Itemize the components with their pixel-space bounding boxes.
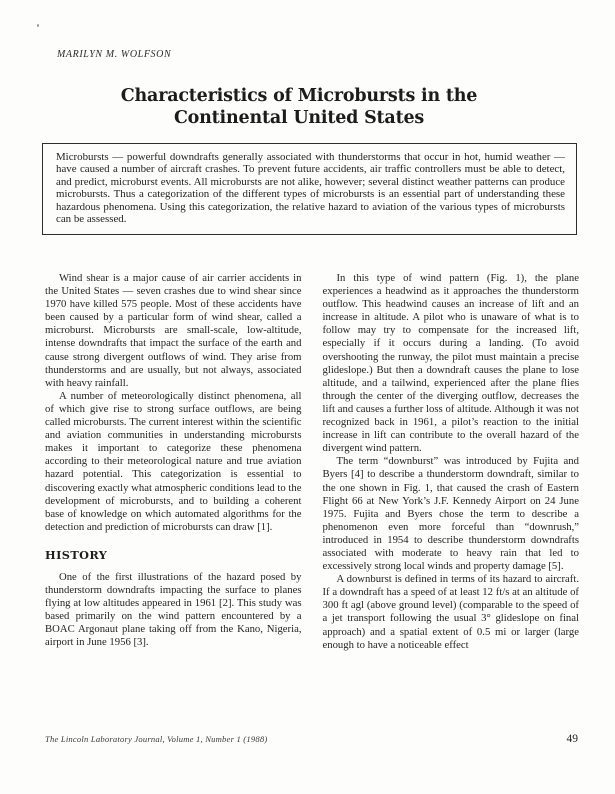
body-paragraph: A number of meteorologically distinct phenomena, all of which give rise to strong surface outflows, are being called microbursts. The current interest within the scientific and aviation communities in understanding microbursts makes it important to categorize these phenomena according to their meteorological nature and true aviation hazard potential. This categorization is essential to discovering exactly what atmospheric conditions lead to the development of microbursts, and to building a coherent base of knowledge on which automated algorithms for the detection and prediction of microbursts can draw [1]. — [45, 389, 302, 533]
abstract-box: Microbursts — powerful downdrafts generally associated with thunderstorms that occur in hot, humid weather — have caused a number of aircraft crashes. To prevent future accidents, air traffic controllers must be able to detect, and predict, microburst events. All microbursts are not alike, however; several distinct weather patterns can produce microbursts. Thus a categorization of the different types of microbursts is an essential part of understanding these hazardous phenomena. Using this categorization, the relative hazard to aviation of the various types of microbursts can be assessed. — [42, 143, 577, 235]
history-section-heading: HISTORY — [45, 547, 108, 562]
article-title — [0, 85, 598, 129]
author-byline: MARILYN M. WOLFSON — [57, 49, 172, 60]
body-paragraph: In this type of wind pattern (Fig. 1), the plane experiences a headwind as it approaches the thunderstorm outflow. This headwind causes an increase of lift and an increase in altitude. A pilot who is unaware of what is to follow may try to compensate for the increased lift, especially if it occurs during a landing. (To avoid overshooting the runway, the pilot must maintain a precise glideslope.) But then a downdraft causes the plane to lose altitude, and a tailwind, experienced after the plane flies through the center of the diverging outflow, decreases the lift and causes a further loss of altitude. Although it was not recognized back in 1961, a pilot’s reaction to the initial increase in lift can contribute to the overall hazard of the divergent wind pattern. — [322, 272, 579, 455]
page-number: 49 — [566, 733, 578, 745]
left-column — [45, 272, 302, 652]
body-paragraph: A downburst is defined in terms of its hazard to aircraft. If a downdraft has a speed of at least 12 ft/s at an altitude of 300 ft agl (above ground level) (comparable to the speed of a jet transport following the usual 3° glideslope on final approach) and a spatial extent of 0.5 mi or larger (large enough to have a noticeable effect — [322, 573, 579, 651]
article-title-line2: Continental United States — [173, 108, 425, 128]
body-paragraph: Wind shear is a major cause of air carrier accidents in the United States — seven crashes due to wind shear since 1970 have killed 575 people. Most of these accidents have been caused by a particular form of wind shear, called a microburst. Microbursts are small-scale, low-altitude, intense downdrafts that impact the surface of the earth and cause strong divergent outflows of wind. They arise from thunderstorms and are usually, but not always, associated with heavy rainfall. — [45, 272, 302, 389]
body-paragraph: One of the first illustrations of the hazard posed by thunderstorm downdrafts impacting the surface to planes flying at low altitudes appeared in 1961 [2]. This study was based primarily on the wind pattern encountered by a BOAC Argonaut plane taking off from the Kano, Nigeria, airport in June 1956 [3]. — [45, 570, 302, 649]
scan-speck-artifact — [37, 24, 39, 27]
journal-citation: The Lincoln Laboratory Journal, Volume 1, Number 1 (1988) — [45, 734, 268, 744]
article-title-line1: Characteristics of Microbursts in the — [120, 86, 478, 106]
right-column — [323, 272, 580, 652]
body-columns — [45, 272, 579, 652]
body-paragraph: The term “downburst” was introduced by Fujita and Byers [4] to describe a thunderstorm downdraft, similar to the one shown in Fig. 1, that caused the crash of Eastern Flight 66 at New York’s J.F. Kennedy Airport on 24 June 1975. Fujita and Byers chose the term to describe a phenomenon even more forceful than “downrush,” introduced in 1954 to describe thunderstorm downdrafts associated with moderate to heavy rain that led to excessively strong local winds and property damage [5]. — [322, 455, 579, 573]
page-footer — [45, 733, 578, 745]
